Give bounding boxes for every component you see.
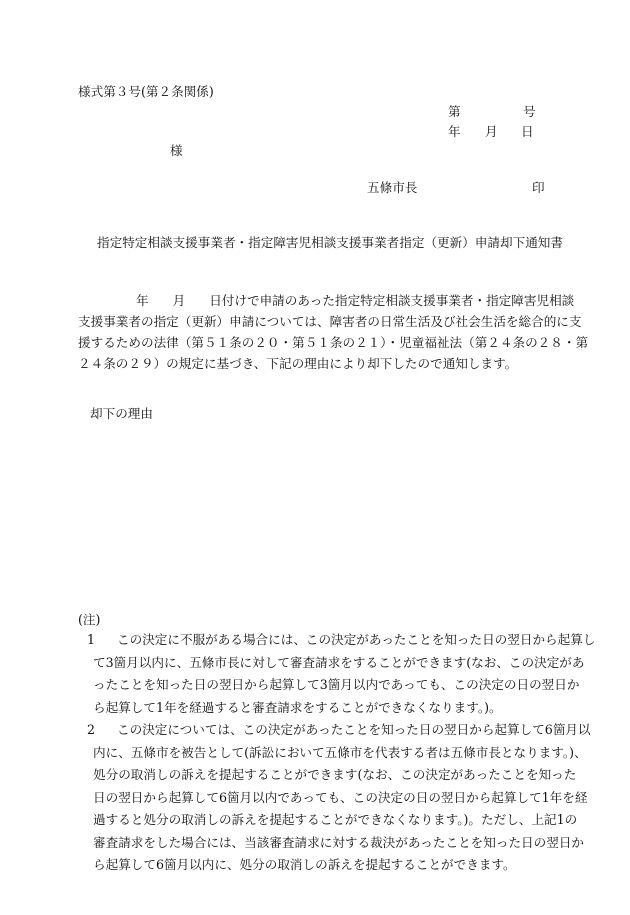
body-line-4: ２４条の２９）の規定に基づき、下記の理由により却下したので通知します。 [78,356,518,371]
number-suffix: 号 [523,104,536,119]
note-item-1 [74,629,596,719]
issuer-name: 五條市長 [367,180,418,195]
note-line: て3箇月以内に、五條市長に対して審査請求をすることができます(なお、この決定があ [93,654,585,670]
note-number: 2 [87,722,96,737]
number-prefix: 第 [448,104,461,119]
note-line: 日の翌日から起算して6箇月以内であっても、この決定の日の翌日から起算して1年を経 [93,789,588,805]
note-number: 1 [87,632,96,647]
body-line-2: 支援事業者の指定（更新）申請については、障害者の日常生活及び社会生活を総合的に支 [78,314,582,329]
reason-label: 却下の理由 [90,406,153,421]
date-day: 日 [521,124,534,139]
body-line-3: 援するための法律（第５１条の２０・第５１条の２１）・児童福祉法（第２４条の２８・第 [78,335,589,350]
note-line: この決定に不服がある場合には、この決定があったことを知った日の翌日から起算し [117,632,596,647]
note-line: ったことを知った日の翌日から起算して3箇月以内であっても、この決定の日の翌日か [93,677,580,692]
note-line: ら起算して6箇月以内に、処分の取消しの訴えを提起することができます。 [93,857,516,872]
note-line: 処分の取消しの訴えを提起することができます(なお、この決定があったことを知った [93,767,577,782]
date-year: 年 [448,124,461,139]
note-line: ら起算して1年を経過すると審査請求をすることができなくなります。)。 [93,699,502,715]
seal-mark: 印 [532,180,545,195]
document-title: 指定特定相談支援事業者・指定障害児相談支援事業者指定（更新）申請却下通知書 [97,235,563,250]
date-month: 月 [485,124,498,139]
addressee-suffix: 様 [170,143,183,158]
form-number: 様式第３号(第２条関係) [78,84,214,99]
note-item-2 [74,719,591,877]
note-line: 過すると処分の取消しの訴えを提起することができなくなります。)。ただし、上記1の [93,812,578,827]
body-paragraph [78,290,589,374]
notes-list [74,629,596,877]
note-line: 審査請求をした場合には、当該審査請求に対する裁決があったことを知った日の翌日か [93,834,585,850]
note-line: 内に、五條市を被告として(訴訟において五條市を代表する者は五條市長となります。)、 [93,744,587,760]
notes-heading: (注) [78,612,101,627]
body-line-1: 年 月 日付けで申請のあった指定特定相談支援事業者・指定障害児相談 [136,293,575,308]
note-line: この決定については、この決定があったことを知った日の翌日から起算して6箇月以 [117,722,591,737]
